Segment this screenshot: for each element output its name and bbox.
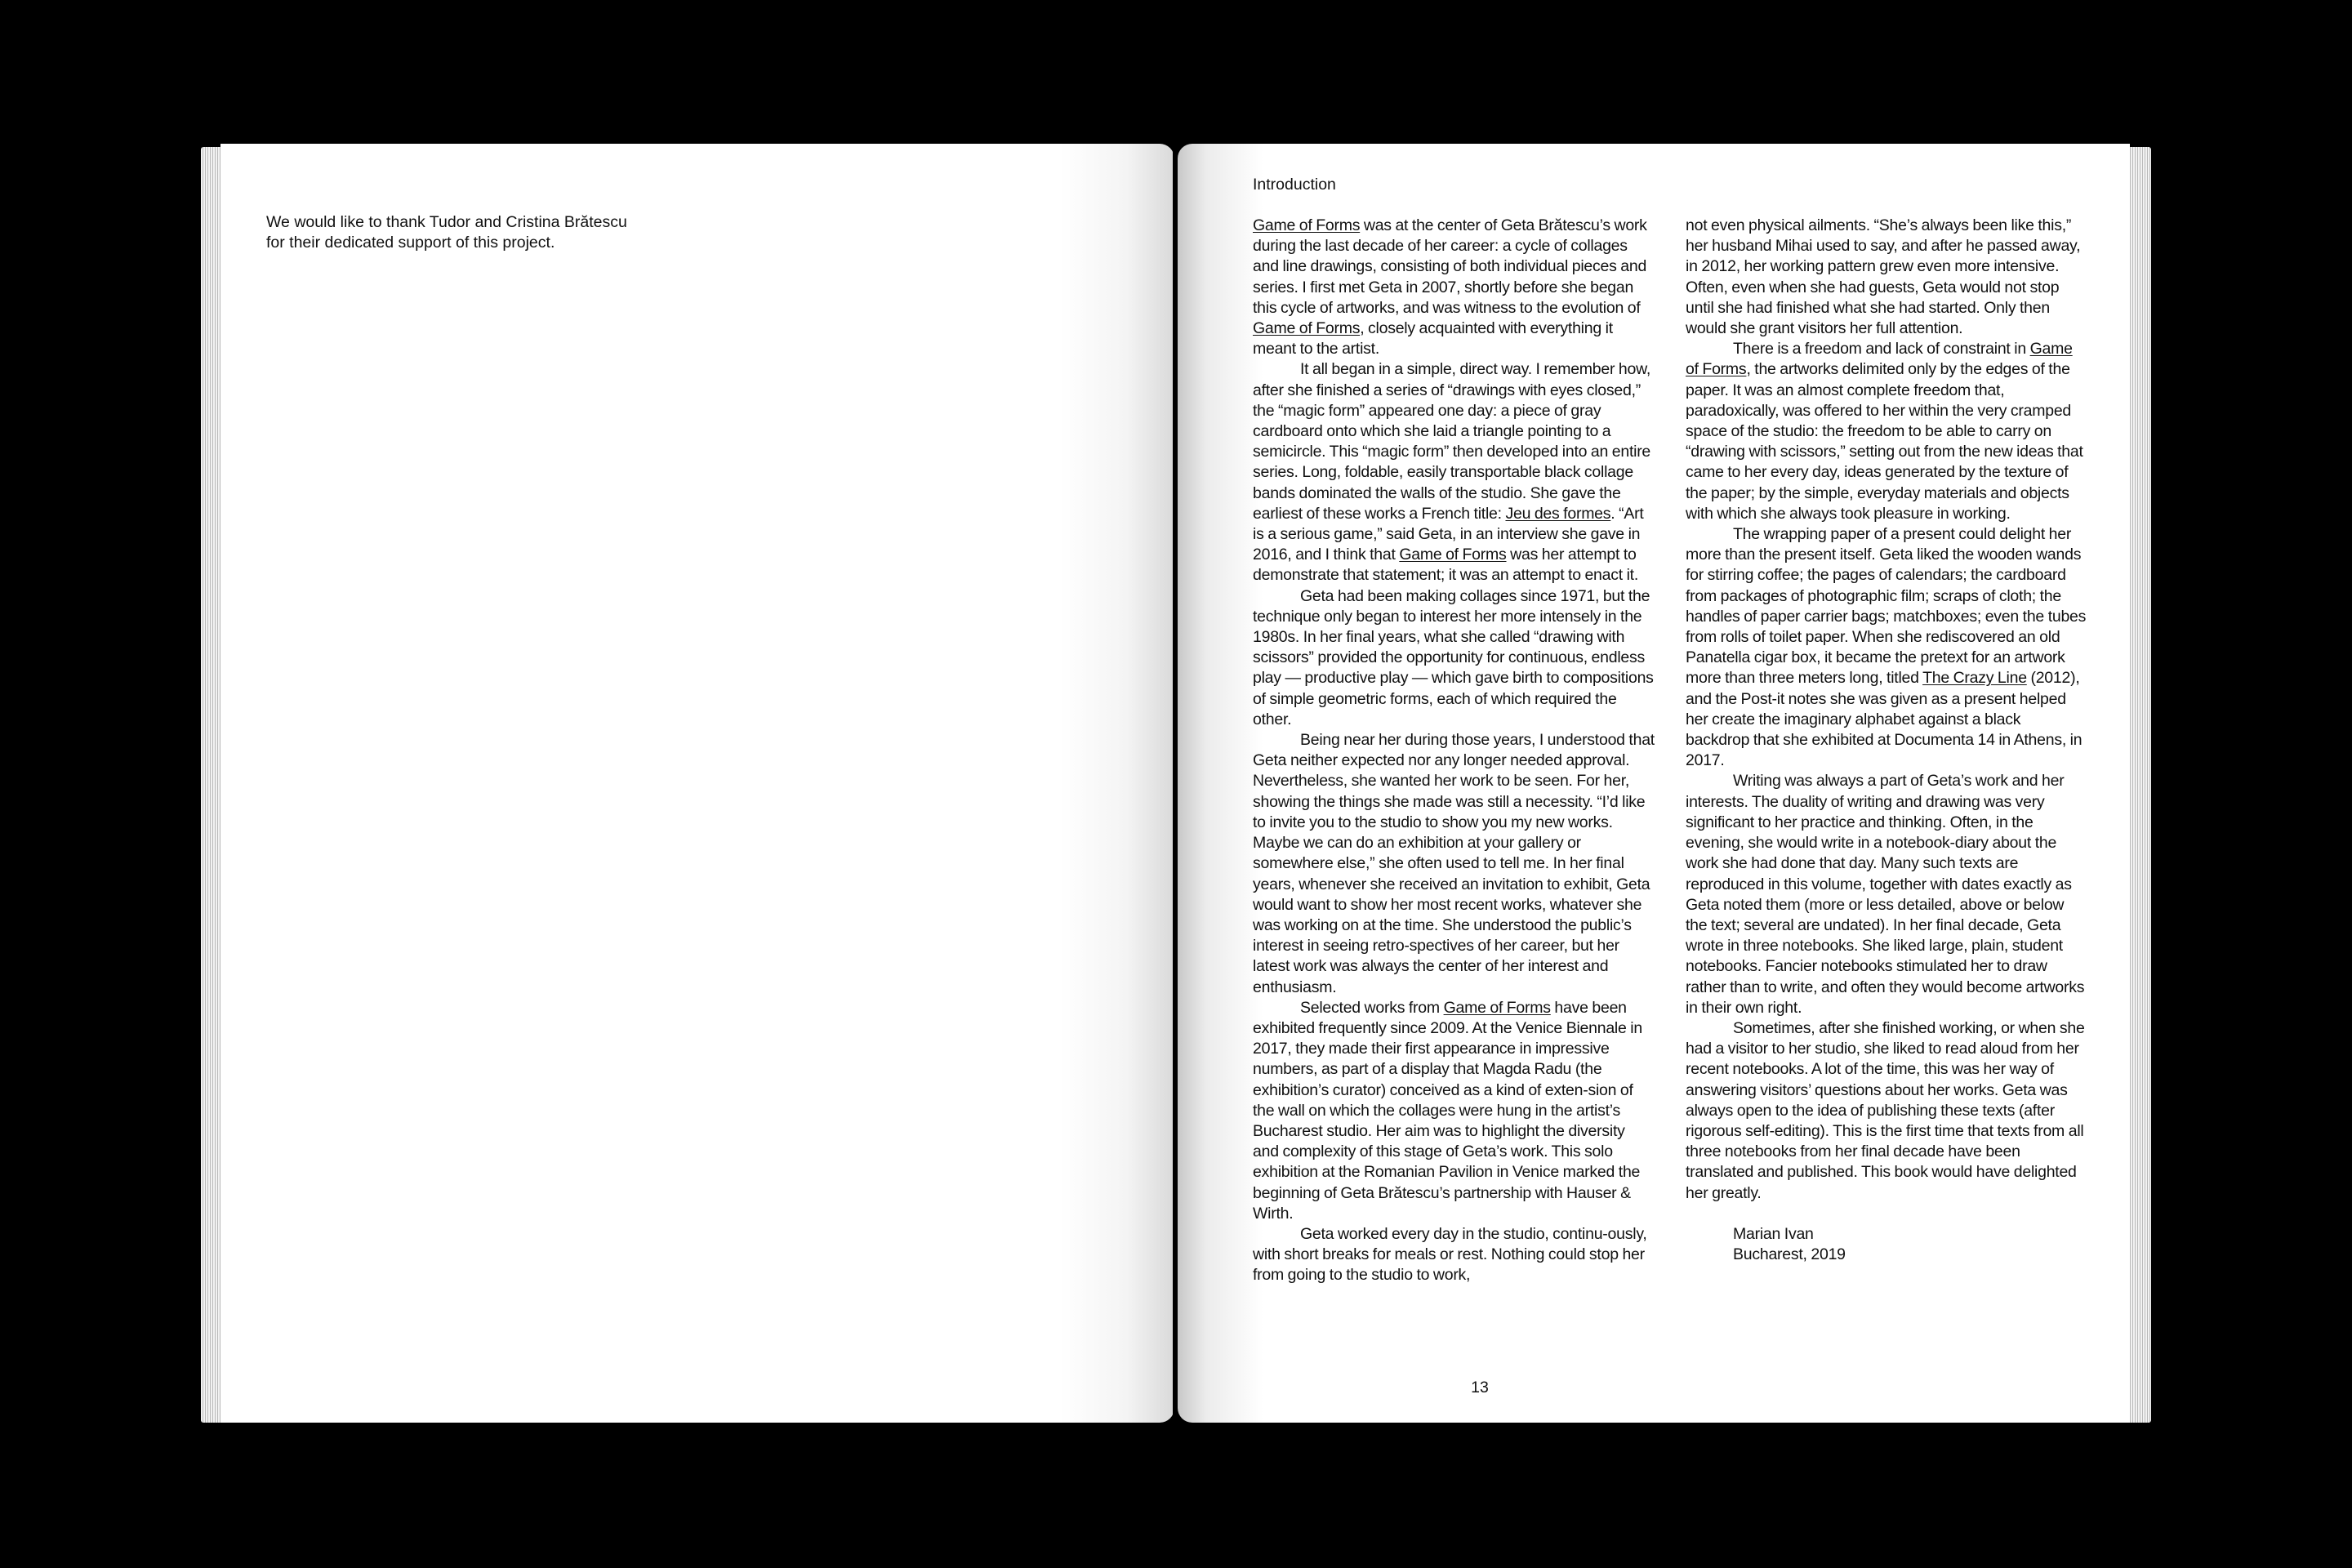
paragraph (1253, 1224, 1655, 1286)
work-title: Game of Forms (1443, 998, 1551, 1017)
text-run: Geta worked every day in the studio, continu-ously, with short breaks for meals or rest. Nothing could stop her from going to the studio to work, (1253, 1224, 1647, 1285)
paragraph (1686, 339, 2087, 524)
text-run: have been exhibited frequently since 2009. At the Venice Biennale in 2017, they made their first appearance in impressive numbers, as part of a display that Magda Radu (the exhibition’s curator) conceived as a kind of exten-sion of the wall on which the collages were hung in the artist’s Bucharest studio. Her aim was to highlight the diversity and complexity of this stage of Geta’s work. This solo exhibition at the Romanian Pavilion in Venice marked the beginning of Geta Brătescu’s partnership with Hauser & Wirth. (1253, 998, 1642, 1223)
text-run: Sometimes, after she finished working, or when she had a visitor to her studio, she liked to read aloud from her recent notebooks. A lot of the time, this was her way of answering visitors’ questions about her works. Geta was always open to the idea of publishing these texts (after rigorous self-editing). This is the first time that texts from all three notebooks from her final decade have been translated and published. This book would have delighted her greatly. (1686, 1018, 2085, 1202)
text-run: Writing was always a part of Geta’s work and her interests. The duality of writing and drawing was very significant to her practice and thinking. Often, in the evening, she would write in a notebook-diary about the work she had done that day. Many such texts are reproduced in this volume, together with dates exactly as Geta noted them (more or less detailed, above or below the text; several are undated). In her final decade, Geta wrote in three notebooks. She liked large, plain, student notebooks. Fancier notebooks stimulated her to draw rather than to write, and often they would become artworks in their own right. (1686, 772, 2085, 1017)
text-run: was her attempt to demonstrate that statement; it was an attempt to enact it. (1253, 546, 1639, 585)
running-head: Introduction (1253, 176, 1336, 194)
place-date: Bucharest, 2019 (1733, 1245, 1846, 1263)
text-run: (2012), and the Post-it notes she was given as a present helped her create the imaginary alphabet against a black backdrop that she exhibited at Documenta 14 in Athens, in 2017. (1686, 669, 2082, 770)
text-run: Geta had been making collages since 1971, but the technique only began to interest her more intensely in the 1980s. In her final years, what she called “drawing with scissors” provided the opportunity for continuous, endless play — productive play — which gave birth to compositions of simple geometric forms, each of which required the other. (1253, 586, 1654, 728)
page-number: 13 (1471, 1379, 1489, 1396)
work-title: Game of Forms (1399, 546, 1507, 564)
text-run: , the artworks delimited only by the edges of the paper. It was an almost complete freedom that, paradoxically, was offered to her within the very cramped space of the studio: the freedom to be able to carry on “drawing with scissors,” setting out from the new ideas that came to her every day, ideas generated by the texture of the paper; by the simple, everyday materials and objects with which she always took pleasure in working. (1686, 360, 2083, 523)
text-run: Being near her during those years, I understood that Geta neither expected nor any longer needed approval. Nevertheless, she wanted her work to be seen. For her, showing the things she made was still a necessity. “I’d like to invite you to the studio to show you my new works. Maybe we can do an exhibition at your gallery or somewhere else,” she often used to tell me. In her final years, whenever she received an invitation to exhibit, Geta would want to show her most recent works, whatever she was working on at the time. She understood the public’s interest in seeing retro-spectives of her career, but her latest work was always the center of her interest and enthusiasm. (1253, 731, 1655, 996)
text-run: Selected works from (1300, 998, 1444, 1017)
paragraph (1253, 216, 1655, 359)
text-run: There is a freedom and lack of constraint in (1733, 340, 2030, 359)
text-run: . “Art is a serious game,” said Geta, in an interview she gave in 2016, and I think that (1253, 504, 1644, 564)
paragraph (1253, 998, 1655, 1224)
acknowledgment-line: for their dedicated support of this project. (266, 234, 555, 252)
text-run: not even physical ailments. “She’s always been like this,” her husband Mihai used to say, and after he passed away, in 2012, her working pattern grew even more intensive. Often, even when she had guests, Geta would not stop until she had finished what she had started. Only then would she grant visitors her full attention. (1686, 216, 2081, 338)
work-title: Jeu des formes (1505, 504, 1611, 523)
paragraph (1253, 359, 1655, 586)
work-title: Game of Forms (1686, 340, 2073, 379)
paragraph (1253, 586, 1655, 730)
work-title: Game of Forms (1253, 216, 1361, 234)
text-column-1 (1253, 216, 1655, 1286)
text-run: , closely acquainted with everything it meant to the artist. (1253, 319, 1613, 359)
left-page (220, 144, 1174, 1423)
text-column-2 (1686, 216, 2087, 1265)
paragraph (1686, 1018, 2087, 1204)
work-title: Game of Forms (1253, 319, 1361, 338)
right-page-edges (2128, 147, 2151, 1423)
right-page (1178, 144, 2130, 1423)
paragraph (1253, 730, 1655, 998)
paragraph (1686, 524, 2087, 771)
acknowledgment-line: We would like to thank Tudor and Cristina Brătescu (266, 213, 627, 231)
text-run: It all began in a simple, direct way. I remember how, after she finished a series of “drawings with eyes closed,” the “magic form” appeared one day: a piece of gray cardboard onto which she laid a triangle pointing to a semicircle. This “magic form” then developed into an entire series. Long, foldable, easily transportable black collage bands dominated the walls of the studio. She gave the earliest of these works a French title: (1253, 360, 1651, 523)
paragraph (1686, 771, 2087, 1018)
text-run: was at the center of Geta Brătescu’s work during the last decade of her career: a cycle of collages and line drawings, consisting of both individual pieces and series. I first met Geta in 2007, shortly before she began this cycle of artworks, and was witness to the evolution of (1253, 216, 1647, 317)
text-run: The wrapping paper of a present could delight her more than the present itself. Geta liked the wooden wands for stirring coffee; the pages of calendars; the cardboard from packages of photographic film; scraps of cloth; the handles of paper carrier bags; matchboxes; even the tubes from rolls of toilet paper. When she rediscovered an old Panatella cigar box, it became the pretext for an artwork more than three meters long, titled (1686, 525, 2087, 688)
paragraph (1686, 216, 2087, 339)
acknowledgment-text (266, 212, 724, 253)
author-signoff (1686, 1224, 2087, 1265)
author-name: Marian Ivan (1733, 1224, 1814, 1243)
work-title: The Crazy Line (1922, 669, 2027, 688)
